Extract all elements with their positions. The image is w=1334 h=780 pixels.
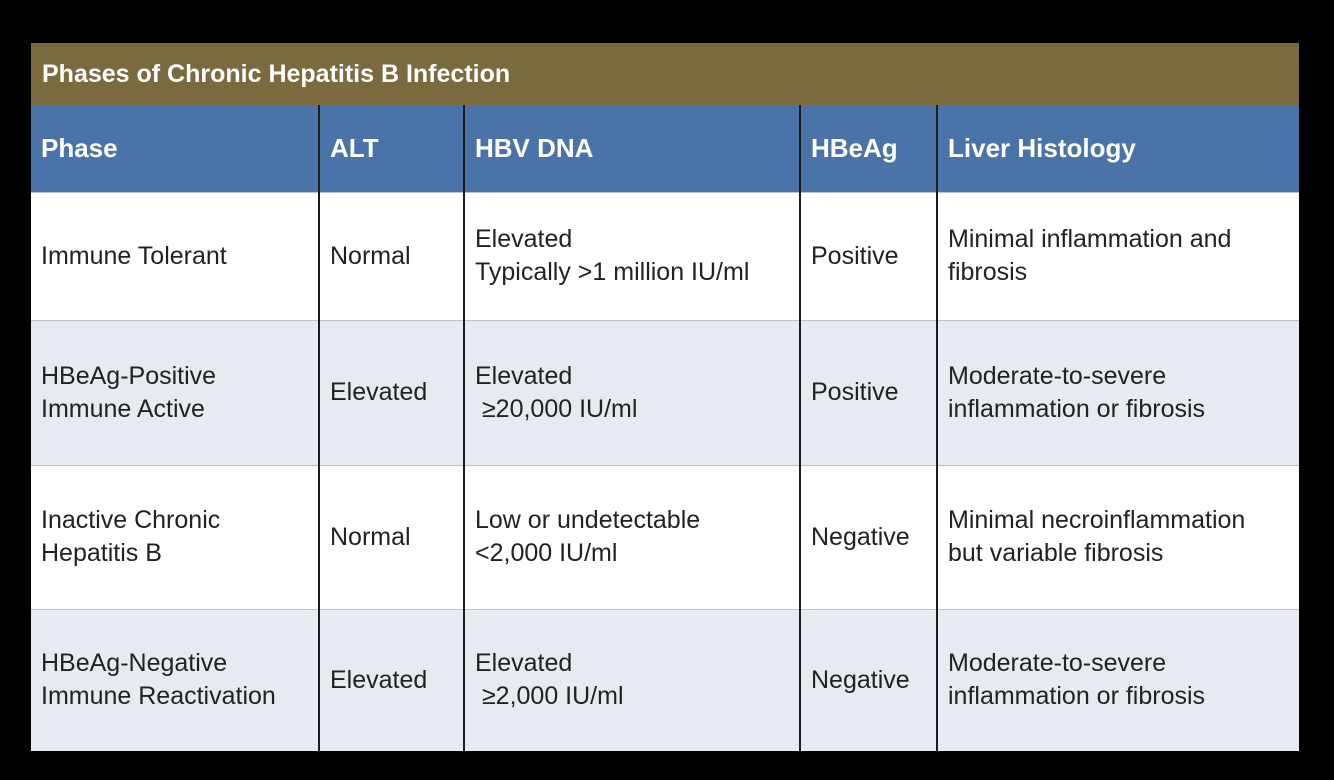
cell-line: ≥2,000 IU/ml — [475, 682, 624, 711]
cell-line: HBeAg-Negative — [41, 649, 228, 678]
cell-line: Immune Reactivation — [41, 682, 276, 711]
cell-line: inflammation or fibrosis — [948, 394, 1206, 423]
cell-histology — [937, 609, 1299, 751]
phases-table — [31, 105, 1299, 751]
cell-alt: Elevated — [319, 609, 464, 751]
cell-hbeag: Positive — [800, 320, 937, 465]
cell-line: Moderate-to-severe — [948, 649, 1167, 678]
cell-line: fibrosis — [948, 258, 1028, 286]
header-liver-histology: Liver Histology — [937, 105, 1299, 192]
cell-line: Low or undetectable — [475, 506, 701, 534]
table-row — [31, 609, 1299, 751]
cell-line: ≥20,000 IU/ml — [475, 394, 638, 423]
table-row — [31, 320, 1299, 465]
cell-hbv-dna — [464, 609, 800, 751]
cell-phase — [31, 465, 319, 609]
cell-hbv-dna — [464, 192, 800, 320]
cell-line: Moderate-to-severe — [948, 361, 1167, 390]
cell-line: Hepatitis B — [41, 539, 162, 567]
header-row — [31, 105, 1299, 192]
cell-histology — [937, 465, 1299, 609]
cell-hbv-dna — [464, 320, 800, 465]
cell-line: Elevated — [475, 225, 573, 253]
cell-histology — [937, 320, 1299, 465]
cell-line: Immune Active — [41, 394, 205, 423]
cell-histology — [937, 192, 1299, 320]
cell-line: Immune Tolerant — [41, 241, 227, 270]
cell-line: Minimal necroinflammation — [948, 506, 1246, 534]
cell-line: Minimal inflammation and — [948, 225, 1232, 253]
table-row — [31, 192, 1299, 320]
cell-line: <2,000 IU/ml — [475, 539, 618, 567]
header-hbeag: HBeAg — [800, 105, 937, 192]
cell-phase — [31, 609, 319, 751]
cell-phase — [31, 320, 319, 465]
cell-hbeag: Positive — [800, 192, 937, 320]
cell-alt: Elevated — [319, 320, 464, 465]
header-alt: ALT — [319, 105, 464, 192]
cell-line: inflammation or fibrosis — [948, 682, 1206, 711]
cell-hbeag: Negative — [800, 465, 937, 609]
cell-alt: Normal — [319, 192, 464, 320]
cell-line: but variable fibrosis — [948, 539, 1164, 567]
table-title: Phases of Chronic Hepatitis B Infection — [31, 43, 1299, 105]
cell-phase — [31, 192, 319, 320]
cell-line: Elevated — [475, 361, 573, 390]
header-phase: Phase — [31, 105, 319, 192]
cell-alt: Normal — [319, 465, 464, 609]
cell-line: Elevated — [475, 649, 573, 678]
cell-line: HBeAg-Positive — [41, 361, 217, 390]
table-row — [31, 465, 1299, 609]
slide — [31, 43, 1299, 751]
cell-line: Inactive Chronic — [41, 506, 221, 534]
cell-line: Typically >1 million IU/ml — [475, 258, 750, 286]
header-hbv-dna: HBV DNA — [464, 105, 800, 192]
cell-hbv-dna — [464, 465, 800, 609]
cell-hbeag: Negative — [800, 609, 937, 751]
